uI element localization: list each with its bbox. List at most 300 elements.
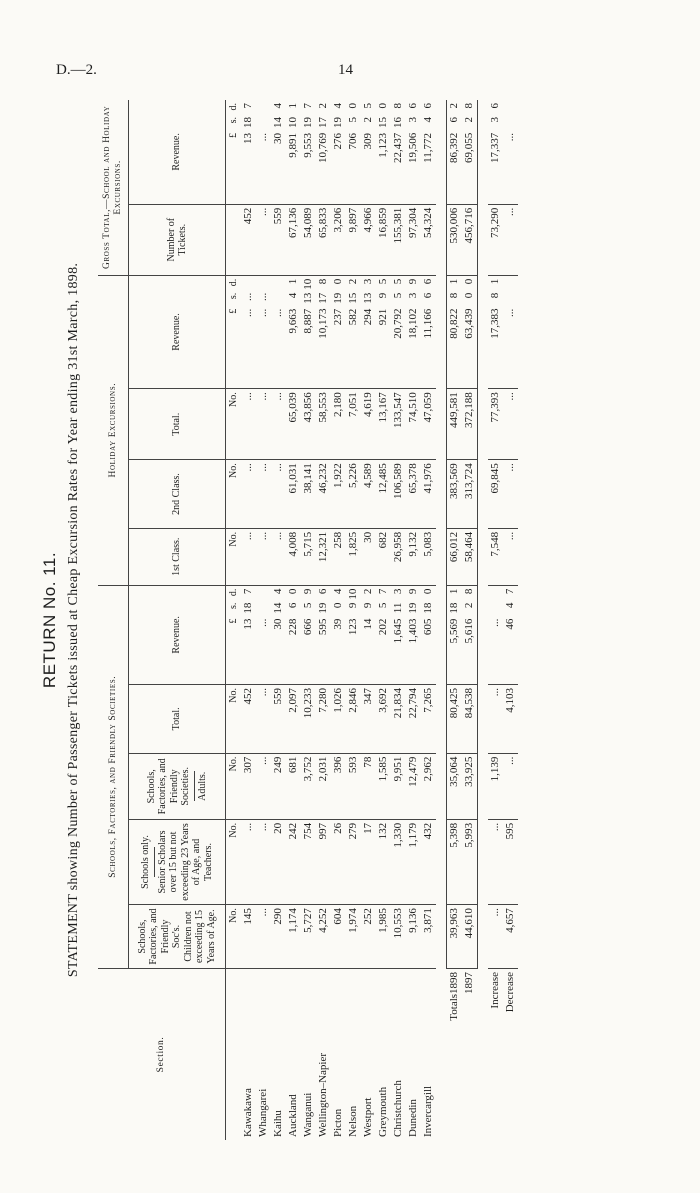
cell-revenue-pounds: ... [489, 618, 501, 627]
cell-children: 1,174 [286, 905, 301, 969]
cell-seniors: 17 [361, 819, 376, 904]
cell-adults: 307 [241, 753, 256, 819]
cell-holiday-revenue-shillings: 5 [392, 292, 404, 299]
cell-seniors-unit: No. [226, 819, 242, 904]
cell-children-unit: No. [226, 905, 242, 969]
cell-gross-revenue-pounds: 276 [332, 133, 344, 150]
cell-gross-tickets: 73,290 [488, 204, 503, 275]
cell-gross-revenue-pence: 6 [489, 103, 501, 109]
section-name: Whangarei [257, 1088, 269, 1137]
cell-holiday-revenue-value [376, 279, 391, 339]
cell-revenue-pounds: 605 [422, 618, 434, 636]
cell-adults: ... [503, 753, 518, 819]
cell-gross-revenue-pounds: ... [257, 133, 269, 142]
cell-children: 145 [241, 905, 256, 969]
cell-total: 452 [241, 685, 256, 754]
cell-holiday-revenue-shillings: 8 [448, 292, 460, 299]
cell-gross-revenue-pounds: 22,437 [392, 132, 404, 163]
cell-holiday-revenue [462, 275, 478, 389]
cell-gross-revenue-shillings: 15 [377, 117, 389, 128]
table-row [316, 100, 331, 1140]
cell-revenue-pence: 4 [272, 588, 284, 595]
cell-children: 10,553 [391, 905, 406, 969]
cell-total: 2,846 [346, 685, 361, 754]
cell-first-class: 9,132 [406, 528, 421, 585]
excursion-return-table [98, 100, 518, 1140]
cell-holiday-total: 77,393 [488, 389, 503, 460]
cell-holiday-revenue-shillings: 0 [463, 292, 475, 299]
cell-holiday-revenue [346, 275, 361, 389]
cell-gross-revenue-pounds: 11,772 [422, 133, 434, 163]
cell-gross-tickets: 67,136 [286, 204, 301, 275]
cell-adults: 249 [271, 753, 286, 819]
cell-total: 1,026 [331, 685, 346, 754]
cell-revenue-pounds: 14 [362, 618, 374, 630]
cell-gross-revenue-shillings: 19 [332, 117, 344, 128]
cell-holiday-total: 449,581 [447, 389, 463, 460]
cell-gross-tickets: 559 [271, 204, 286, 275]
cell-holiday-total: ... [271, 389, 286, 460]
cell-holiday-total: 13,167 [376, 389, 391, 460]
cell-revenue-value [447, 589, 462, 649]
cell-revenue-pounds: 228 [287, 618, 299, 636]
cell-seniors: 754 [301, 819, 316, 904]
gross-revenue-unit-shillings: s. [228, 117, 239, 124]
cell-holiday-revenue-shillings: 13 [302, 292, 314, 304]
cell-gross-tickets: 9,897 [346, 204, 361, 275]
cell-holiday-revenue-value [271, 279, 286, 339]
cell-gross-revenue-pounds: 706 [347, 133, 359, 150]
cell-seniors: 5,398 [447, 819, 463, 904]
cell-second-class: 4,589 [361, 460, 376, 529]
cell-gross-revenue [488, 100, 503, 204]
cell-section [286, 968, 301, 1140]
cell-holiday-revenue-shillings: 8 [489, 292, 501, 299]
cell-holiday-revenue-pounds: 237 [332, 308, 344, 326]
cell-revenue [462, 585, 478, 684]
cell-holiday-revenue-value [406, 279, 421, 339]
return-title: RETURN No. 11. [40, 551, 59, 689]
cell-children: 1,974 [346, 905, 361, 969]
page-code: D.—2. [56, 62, 97, 78]
cell-section [361, 968, 376, 1140]
cell-adults: 1,139 [488, 753, 503, 819]
cell-revenue [316, 585, 331, 684]
cell-section [488, 968, 503, 1140]
gross-tickets-unit [226, 204, 242, 275]
cell-holiday-revenue-value [361, 279, 376, 339]
cell-revenue-pence: 0 [422, 588, 434, 595]
cell-gross-revenue [271, 100, 286, 204]
cell-holiday-revenue [241, 275, 256, 389]
cell-holiday-revenue-shillings: 13 [362, 292, 374, 304]
table-row [241, 100, 256, 1140]
cell-holiday-revenue-value [331, 279, 346, 339]
cell-gross-revenue-value [316, 103, 331, 163]
cell-revenue-value [256, 589, 271, 649]
cell-holiday-total: 4,619 [361, 389, 376, 460]
cell-revenue [376, 585, 391, 684]
cell-gross-revenue-pounds: 30 [272, 133, 284, 144]
cell-adults: 9,951 [391, 753, 406, 819]
cell-revenue-value [503, 589, 518, 649]
cell-gross-revenue-pence: 2 [317, 103, 329, 109]
cell-holiday-revenue-value [462, 279, 477, 339]
cell-gross-revenue [462, 100, 478, 204]
cell-gross-revenue-value [503, 103, 518, 163]
cell-gross-tickets: 452 [241, 204, 256, 275]
header-section: Section. [98, 968, 226, 1140]
cell-holiday-revenue-pounds: 80,822 [448, 308, 460, 339]
cell-children: 290 [271, 905, 286, 969]
cell-gross-tickets: 456,716 [462, 204, 478, 275]
cell-seniors: 595 [503, 819, 518, 904]
cell-children: 3,871 [421, 905, 436, 969]
cell-revenue-pounds: 13 [242, 618, 254, 630]
cell-gross-revenue-shillings: 2 [463, 117, 475, 123]
cell-total: 2,097 [286, 685, 301, 754]
cell-holiday-revenue [447, 275, 463, 389]
cell-holiday-revenue-value [256, 279, 271, 339]
cell-revenue-value [331, 589, 346, 649]
cell-holiday-total: 7,051 [346, 389, 361, 460]
cell-holiday-revenue-shillings: 19 [332, 292, 344, 304]
cell-gross-revenue-pence: 5 [362, 103, 374, 109]
cell-gross-revenue-value [447, 103, 462, 163]
cell-children: 39,963 [447, 905, 463, 969]
cell-revenue-pence: 7 [504, 588, 516, 595]
cell-revenue-shillings: 11 [392, 602, 404, 614]
cell-revenue-value [406, 589, 421, 649]
cell-gross-tickets: ... [503, 204, 518, 275]
cell-gross-revenue-pence: 2 [448, 103, 460, 109]
cell-gross-revenue-pounds: 19,506 [407, 132, 419, 163]
cell-adults: 12,479 [406, 753, 421, 819]
cell-seniors: 279 [346, 819, 361, 904]
cell-holiday-revenue-value [316, 279, 331, 339]
cell-holiday-revenue-pence: 0 [463, 278, 475, 285]
units-row [226, 100, 242, 1140]
section-name: Christchurch [392, 1080, 404, 1137]
section-name: Kaihu [272, 1110, 284, 1137]
cell-holiday-revenue-shillings: ... [242, 292, 254, 301]
cell-holiday-total: 74,510 [406, 389, 421, 460]
cell-holiday-revenue-value [241, 279, 256, 339]
cell-holiday-revenue [503, 275, 518, 389]
header-gross-tickets: Number of Tickets. [129, 204, 226, 275]
cell-first-class: 12,321 [316, 528, 331, 585]
cell-children: 604 [331, 905, 346, 969]
cell-gross-tickets: 4,966 [361, 204, 376, 275]
cell-gross-revenue-pounds: 9,891 [287, 133, 299, 158]
cell-gross-revenue-value [271, 103, 286, 163]
cell-revenue [488, 585, 503, 684]
decrease-label: Decrease [504, 971, 516, 1013]
cell-gross-tickets: 97,304 [406, 204, 421, 275]
cell-revenue-value [346, 589, 361, 649]
cell-second-class-unit: No. [226, 460, 242, 529]
cell-gross-revenue-pence: 0 [347, 103, 359, 109]
cell-gross-revenue [331, 100, 346, 204]
cell-second-class: 12,485 [376, 460, 391, 529]
header-children: Schools, Factories, and Friendly Soc's. Children not exceeding 15 Years of Age. [129, 905, 226, 969]
cell-gross-revenue [421, 100, 436, 204]
gross-revenue-unit-value [226, 103, 241, 163]
cell-adults: 681 [286, 753, 301, 819]
revenue-unit-pence: d. [228, 588, 239, 597]
cell-holiday-revenue [316, 275, 331, 389]
cell-holiday-revenue-pounds: 921 [377, 308, 389, 326]
cell-first-class: ... [503, 528, 518, 585]
cell-holiday-total: 133,547 [391, 389, 406, 460]
cell-gross-revenue-shillings: 16 [392, 117, 404, 128]
table-row [376, 100, 391, 1140]
cell-children: 44,610 [462, 905, 478, 969]
cell-children: ... [256, 905, 271, 969]
cell-holiday-revenue-shillings: 4 [287, 292, 299, 299]
cell-gross-revenue-pounds: 9,553 [302, 133, 314, 158]
cell-holiday-revenue-pence: 6 [422, 278, 434, 285]
cell-gross-revenue-shillings: 5 [347, 117, 359, 123]
cell-holiday-revenue-pounds: 63,439 [463, 308, 475, 339]
cell-gross-revenue [301, 100, 316, 204]
cell-revenue-value [488, 589, 503, 649]
cell-section [331, 968, 346, 1140]
cell-gross-revenue-pounds: 13 [242, 133, 254, 144]
header-adults-sub: Adults. [196, 771, 208, 801]
gross-revenue-unit-pounds: £ [228, 133, 239, 138]
cell-total: ... [488, 685, 503, 754]
cell-revenue-pence: 3 [392, 588, 404, 595]
cell-gross-revenue-pence: 1 [287, 103, 299, 109]
cell-gross-revenue [346, 100, 361, 204]
cell-revenue [241, 585, 256, 684]
cell-total: 10,233 [301, 685, 316, 754]
cell-gross-revenue-value [256, 103, 271, 163]
page-number: 14 [338, 62, 353, 78]
cell-holiday-revenue [301, 275, 316, 389]
revenue-unit-shillings: s. [228, 602, 239, 610]
table-row [286, 100, 301, 1140]
increase-label: Increase [489, 971, 501, 1009]
cell-second-class: 46,232 [316, 460, 331, 529]
cell-gross-revenue-shillings: 18 [242, 117, 254, 128]
cell-revenue-shillings: 18 [242, 602, 254, 614]
cell-revenue-pence: 2 [362, 588, 374, 595]
cell-gross-revenue-shillings: 14 [272, 117, 284, 128]
cell-section [421, 968, 436, 1140]
cell-revenue [421, 585, 436, 684]
cell-children: 252 [361, 905, 376, 969]
cell-gross-revenue [406, 100, 421, 204]
cell-second-class: ... [503, 460, 518, 529]
cell-gross-revenue-pence: 6 [407, 103, 419, 109]
cell-gross-revenue-value [376, 103, 391, 163]
cell-second-class: 69,845 [488, 460, 503, 529]
section-name: Westport [362, 1097, 374, 1137]
header-group-schools: Schools, Factories, and Friendly Societies. [98, 585, 129, 968]
cell-holiday-revenue-shillings: 17 [317, 292, 329, 304]
cell-first-class: 1,825 [346, 528, 361, 585]
cell-children: ... [488, 905, 503, 969]
cell-revenue-shillings: 2 [463, 602, 475, 609]
cell-adults: ... [256, 753, 271, 819]
header-group-gross: Gross Total,—School and Holiday Excursions. [98, 100, 129, 275]
cell-gross-revenue-shillings: 19 [302, 117, 314, 128]
cell-gross-revenue-shillings: 2 [362, 117, 374, 123]
cell-second-class: 383,569 [447, 460, 463, 529]
cell-adults: 35,064 [447, 753, 463, 819]
totals-row [447, 100, 463, 1140]
revenue-unit-value [226, 589, 241, 649]
cell-first-class: 682 [376, 528, 391, 585]
cell-holiday-revenue-value [447, 279, 462, 339]
cell-holiday-revenue-pounds: 20,792 [392, 308, 404, 339]
cell-revenue [286, 585, 301, 684]
cell-gross-revenue [241, 100, 256, 204]
cell-second-class: 313,724 [462, 460, 478, 529]
cell-holiday-revenue-shillings: 9 [377, 292, 389, 299]
cell-gross-revenue-pounds: 69,055 [463, 132, 475, 163]
cell-revenue [301, 585, 316, 684]
cell-gross-revenue [376, 100, 391, 204]
cell-total: 84,538 [462, 685, 478, 754]
cell-holiday-total: 58,553 [316, 389, 331, 460]
cell-holiday-revenue [421, 275, 436, 389]
cell-holiday-revenue-pence: 10 [302, 278, 314, 290]
cell-seniors: ... [241, 819, 256, 904]
cell-revenue-pence: 1 [448, 588, 460, 595]
cell-second-class: 65,378 [406, 460, 421, 529]
cell-revenue-pence: 7 [242, 588, 254, 595]
cell-holiday-revenue-pence: 5 [392, 278, 404, 285]
cell-revenue [256, 585, 271, 684]
header-revenue: Revenue. [129, 585, 226, 684]
cell-holiday-revenue-shillings: 6 [422, 292, 434, 299]
cell-revenue-pounds: 123 [347, 618, 359, 636]
cell-gross-revenue-pence: 6 [422, 103, 434, 109]
cell-holiday-revenue [376, 275, 391, 389]
cell-gross-revenue-pounds: 17,337 [489, 132, 501, 163]
cell-revenue-pence: 10 [347, 588, 359, 600]
table-row [331, 100, 346, 1140]
cell-gross-revenue-shillings: 3 [407, 117, 419, 123]
cell-children: 4,657 [503, 905, 518, 969]
cell-holiday-total: 65,039 [286, 389, 301, 460]
section-name: Picton [332, 1108, 344, 1137]
cell-gross-tickets: 65,833 [316, 204, 331, 275]
cell-revenue-value [301, 589, 316, 649]
cell-revenue-shillings: 19 [317, 602, 329, 614]
table-row [361, 100, 376, 1140]
holiday-revenue-unit-value [226, 279, 241, 339]
cell-revenue-value [316, 589, 331, 649]
header-holiday-revenue: Revenue. [129, 275, 226, 389]
cell-second-class: 61,031 [286, 460, 301, 529]
cell-holiday-revenue [406, 275, 421, 389]
cell-total: 4,103 [503, 685, 518, 754]
spacer-cell [478, 100, 489, 1140]
cell-revenue-pounds: 30 [272, 618, 284, 630]
cell-gross-revenue-shillings: 17 [317, 117, 329, 128]
holiday-revenue-unit-pounds: £ [228, 308, 239, 314]
cell-revenue-shillings: 9 [362, 602, 374, 609]
cell-first-class: 30 [361, 528, 376, 585]
cell-adults: 33,925 [462, 753, 478, 819]
cell-first-class: ... [271, 528, 286, 585]
cell-adults: 396 [331, 753, 346, 819]
cell-revenue-shillings: 0 [332, 602, 344, 609]
cell-second-class: ... [241, 460, 256, 529]
cell-holiday-total: ... [256, 389, 271, 460]
cell-section [271, 968, 286, 1140]
cell-section [316, 968, 331, 1140]
table-row [406, 100, 421, 1140]
cell-revenue-value [361, 589, 376, 649]
cell-adults: 3,752 [301, 753, 316, 819]
cell-section [256, 968, 271, 1140]
cell-holiday-revenue-pounds: 582 [347, 308, 359, 326]
cell-holiday-revenue-shillings: 3 [407, 292, 419, 299]
cell-gross-revenue [316, 100, 331, 204]
cell-children: 4,252 [316, 905, 331, 969]
cell-revenue-shillings: 18 [422, 602, 434, 614]
cell-holiday-revenue-pounds: ... [242, 308, 254, 317]
cell-holiday-revenue-pence: 5 [377, 278, 389, 285]
cell-adults: 1,585 [376, 753, 391, 819]
holiday-revenue-unit [226, 275, 242, 389]
cell-revenue-value [376, 589, 391, 649]
cell-revenue [271, 585, 286, 684]
spacer-row [478, 100, 489, 1140]
cell-children: 1,985 [376, 905, 391, 969]
cell-revenue-pence: 4 [332, 588, 344, 595]
cell-holiday-revenue-value [421, 279, 436, 339]
cell-holiday-revenue-shillings: 15 [347, 292, 359, 304]
cell-adults: 78 [361, 753, 376, 819]
totals-year: 1898 [447, 971, 460, 994]
cell-holiday-revenue-pence: 0 [332, 278, 344, 285]
cell-holiday-revenue-pence: 9 [407, 278, 419, 285]
header-gross-revenue: Revenue. [129, 100, 226, 204]
cell-first-class: 7,548 [488, 528, 503, 585]
cell-revenue [346, 585, 361, 684]
cell-holiday-revenue-pounds: 11,166 [422, 308, 434, 339]
cell-revenue-pounds: ... [257, 618, 269, 627]
header-second-class: 2nd Class. [129, 460, 226, 529]
cell-gross-tickets: ... [256, 204, 271, 275]
cell-gross-revenue-value [331, 103, 346, 163]
cell-second-class: 38,141 [301, 460, 316, 529]
cell-holiday-total-unit: No. [226, 389, 242, 460]
cell-total: 21,834 [391, 685, 406, 754]
cell-section [406, 968, 421, 1140]
cell-revenue-shillings: 6 [287, 602, 299, 609]
holiday-revenue-unit-pence: d. [228, 278, 239, 287]
cell-children: 5,727 [301, 905, 316, 969]
section-name: Auckland [287, 1094, 299, 1137]
cell-revenue-pence: 9 [407, 588, 419, 595]
cell-second-class: 41,976 [421, 460, 436, 529]
cell-total: 347 [361, 685, 376, 754]
table-row [421, 100, 436, 1140]
cell-gross-revenue-value [346, 103, 361, 163]
table-row [391, 100, 406, 1140]
totals-row [462, 100, 478, 1140]
cell-seniors: 132 [376, 819, 391, 904]
cell-gross-revenue [361, 100, 376, 204]
cell-first-class: ... [256, 528, 271, 585]
